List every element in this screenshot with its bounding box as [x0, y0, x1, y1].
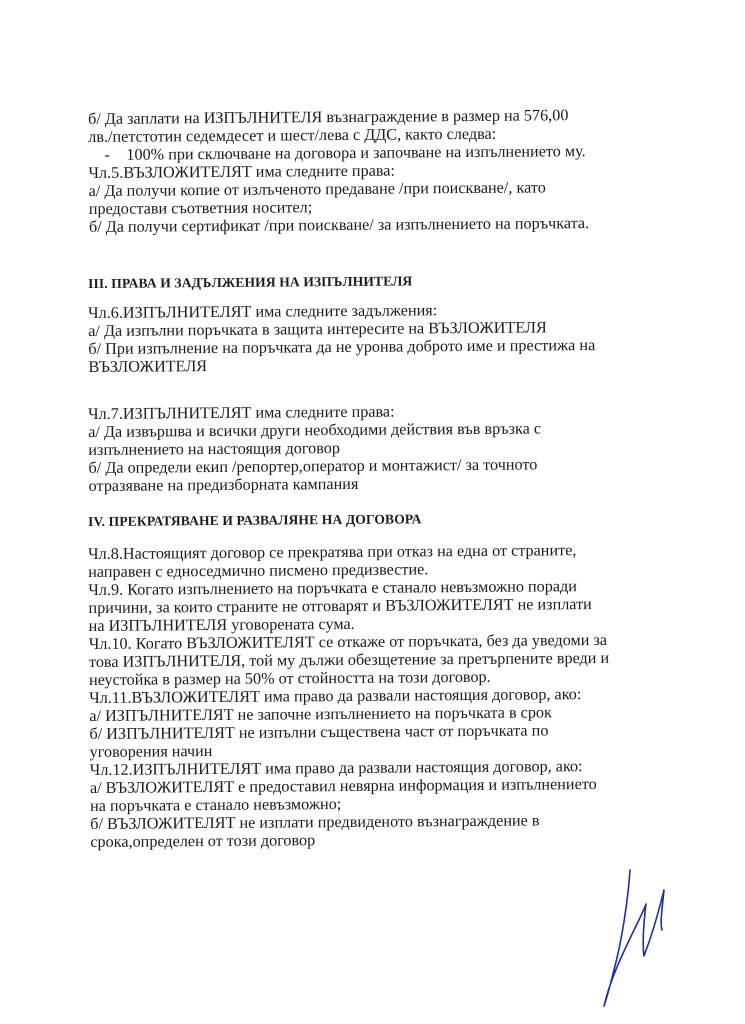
article-12: Чл.12.ИЗПЪЛНИТЕЛЯТ има право да развали настоящия договор, ако:	[89, 757, 583, 779]
article-8: Чл.8.Настоящият договор се прекратява при отказ на една от страните,	[88, 541, 577, 563]
text-line: ВЪЗЛОЖИТЕЛЯ	[88, 357, 208, 376]
text-line: б/ Да заплати на ИЗПЪЛНИТЕЛЯ възнаграждение в размер на 576,00	[88, 106, 569, 128]
text-line: изпълнението на настоящия договор	[88, 439, 340, 459]
text-line: предостави съответния носител;	[88, 198, 313, 218]
text-line: а/ Да извършва и всички други необходими действия във връзка с	[88, 419, 542, 441]
article-11: Чл.11.ВЪЗЛОЖИТЕЛЯТ има право да развали настоящия договор, ако:	[89, 685, 582, 707]
article-7-title: Чл.7.ИЗПЪЛНИТЕЛЯТ има следните права:	[88, 402, 395, 423]
article-7	[88, 401, 649, 495]
obligations-continuation	[88, 106, 649, 236]
article-10: Чл.10. Когато ВЪЗЛОЖИТЕЛЯТ се откаже от поръчката, без да уведоми за	[88, 630, 608, 653]
text-line: на поръчката е станало невъзможно;	[89, 795, 342, 815]
text-line: отразяване на предизборната кампания	[88, 474, 359, 495]
text-line: б/ ВЪЗЛОЖИТЕЛЯТ не изплати предвиденото възнаграждение в	[90, 811, 540, 833]
text-line: б/ Да получи сертификат /при поискване/ за изпълнението на поръчката.	[88, 214, 590, 236]
handwritten-signature	[600, 860, 690, 1010]
article-5-title: Чл.5.ВЪЗЛОЖИТЕЛЯТ има следните права:	[88, 161, 396, 182]
section-4-body	[88, 541, 650, 851]
text-line: направен с едноседмично писмено предизвестие.	[88, 560, 429, 581]
text-line: а/ ИЗПЪЛНИТЕЛЯТ не започне изпълнението на поръчката в срок	[89, 703, 552, 725]
text-line: б/ Да определи екип /репортер,оператор и монтажист/ за точното	[88, 455, 538, 477]
article-6	[88, 300, 649, 376]
section-3-heading: III. ПРАВА И ЗАДЪЛЖЕНИЯ НА ИЗПЪЛНИТЕЛЯ	[88, 273, 413, 291]
text-line: б/ ИЗПЪЛНИТЕЛЯТ не изпълни съществена част от поръчката по	[89, 721, 549, 743]
text-line: а/ ВЪЗЛОЖИТЕЛЯТ е предоставил невярна информация и изпълнението	[89, 775, 597, 797]
text-line: а/ Да изпълни поръчката в защита интересите на ВЪЗЛОЖИТЕЛЯ	[88, 318, 547, 340]
article-6-title: Чл.6.ИЗПЪЛНИТЕЛЯТ има следните задължения:	[88, 301, 438, 322]
text-line: 100% при сключване на договора и започване на изпълнението му.	[126, 142, 586, 164]
text-line: уговорения начин	[89, 742, 213, 761]
text-line: на ИЗПЪЛНИТЕЛЯ уговорената сума.	[88, 614, 355, 635]
text-line: неустойка в размер на 50% от стойността на този договор.	[88, 667, 491, 689]
text-line: срока,определен от този договор	[90, 831, 316, 851]
text-line: б/ При изпълнение на поръчката да не уронва доброто име и престижа на	[88, 336, 596, 358]
text-line: това ИЗПЪЛНИТЕЛЯ, той му дължи обезщетение за претърпените вреди и	[88, 648, 610, 671]
text-line: причини, за които страните не отговарят и ВЪЗЛОЖИТЕЛЯТ не изплати	[88, 595, 592, 617]
text-line: лв./петстотин седемдесет и шест/лева с ДДС, както следва:	[88, 124, 497, 146]
article-9: Чл.9. Когато изпълнението на поръчката е станало невъзможно поради	[88, 577, 577, 599]
text-line: а/ Да получи копие от излъченото предаване /при поискване/, като	[88, 178, 546, 200]
section-4-heading: IV. ПРЕКРАТЯВАНЕ И РАЗВАЛЯНЕ НА ДОГОВОРА	[88, 511, 422, 529]
dash-bullet: -	[104, 145, 110, 164]
